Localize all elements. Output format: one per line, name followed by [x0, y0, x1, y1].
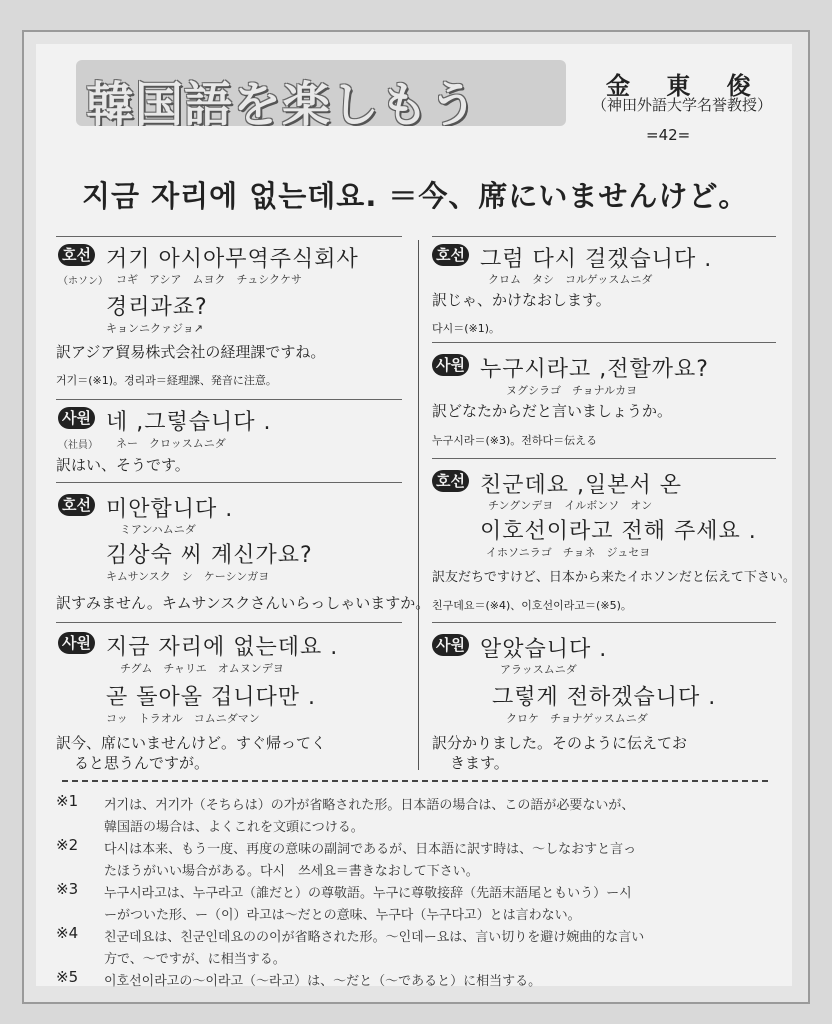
- footnote-text: ーがついた形、ー（이）라고は～だとの意味、누구다（누구다고）とは言わない。: [104, 908, 581, 923]
- translation-line: 訳すみません。キムサンスクさんいらっしゃいますか。: [56, 594, 431, 612]
- reading-line: アラッスムニダ: [500, 663, 577, 676]
- translation-line: 訳じゃ、かけなおします。: [432, 291, 611, 309]
- footnote-text: 누구시라고は、누구라고（誰だと）の尊敬語。누구に尊敬接辞（先語末語尾ともいう）ー시: [104, 886, 632, 901]
- reading-line: クロム タシ コルゲッスムニダ: [488, 273, 653, 286]
- note-line: 다시＝(※1)。: [432, 322, 501, 335]
- translation-line: 訳アジア貿易株式会社の経理課ですね。: [56, 343, 326, 361]
- speaker-badge-hoson: 호선: [432, 470, 469, 492]
- speaker-badge-sawon: 사원: [58, 407, 95, 429]
- speaker-badge-sawon: 사원: [432, 354, 469, 376]
- title-logo: [76, 60, 566, 126]
- reading-line: ミアンハムニダ: [120, 523, 196, 536]
- footnote-text: 다시は本来、もう一度、再度の意味の副詞であるが、日本語に訳す時は、～しなおすと言っ: [104, 842, 637, 857]
- column-divider: [418, 240, 419, 770]
- reading-line: チングンデヨ イルボンソ オン: [488, 499, 653, 512]
- korean-line: 곧 돌아올 겁니다만 .: [106, 685, 316, 710]
- korean-line: 누구시라고 ,전할까요?: [480, 357, 709, 382]
- korean-line: 경리과죠?: [106, 295, 208, 320]
- note-line: 친구데요＝(※4)、이호선이라고＝(※5)。: [432, 599, 632, 612]
- note-line: 거기＝(※1)。경리과＝経理課、発音に注意。: [56, 374, 277, 387]
- footnote-mark: ※5: [56, 968, 79, 986]
- korean-line: 그렇게 전하겠습니다 .: [492, 685, 717, 710]
- rule: [432, 236, 776, 237]
- korean-line: 지금 자리에 없는데요 .: [106, 635, 339, 660]
- footnote-text: 韓国語の場合は、よくこれを文頭につける。: [104, 820, 364, 835]
- reading-line: コッ トラオル コムニダマン: [106, 712, 260, 725]
- translation-line: 訳はい、そうです。: [56, 456, 190, 474]
- korean-line: 네 ,그렇습니다 .: [106, 410, 272, 435]
- headline: 지금 자리에 없는데요. ＝今、席にいませんけど。: [82, 179, 749, 213]
- korean-line: 이호선이라고 전해 주세요 .: [480, 519, 757, 544]
- issue-number: =42=: [646, 126, 691, 144]
- footnote-text: 거기は、거기가（そちらは）の가が省略された形。日本語の場合は、この語が必要ないが、: [104, 798, 635, 813]
- reading-line: コギ アシア ムヨク チュシクケサ: [116, 273, 303, 286]
- rule: [56, 399, 402, 400]
- translation-line: ると思うんですが。: [74, 754, 210, 772]
- reading-line: キムサンスク シ ケーシンガヨ: [106, 570, 270, 583]
- reading-line: イホソニラゴ チョネ ジュセヨ: [486, 546, 651, 559]
- translation-line: 訳今、席にいませんけど。すぐ帰ってく: [56, 734, 327, 752]
- footnote-mark: ※2: [56, 836, 79, 854]
- reading-line: クロケ チョナゲッスムニダ: [506, 712, 648, 725]
- footnote-text: 方で、～ですが、に相当する。: [104, 952, 286, 967]
- korean-line: 그럼 다시 걸겠습니다 .: [480, 247, 713, 272]
- footnote-text: 친군데요は、친군인데요のの이が省略された形。～인데ー요は、言い切りを避け婉曲的な言い: [104, 930, 645, 945]
- translation-line: 訳友だちですけど、日本から来たイホソンだと伝えて下さい。: [432, 570, 796, 585]
- title-text: 韓国語を楽しもう: [86, 77, 479, 126]
- note-line: 누구시라＝(※3)。전하다＝伝える: [432, 434, 598, 447]
- korean-line: 거기 아시아무역주식회사: [106, 247, 359, 272]
- translation-line: 訳どなたからだと言いましょうか。: [432, 402, 673, 420]
- rule: [56, 236, 402, 237]
- rule: [432, 342, 776, 343]
- speaker-role: （社員）: [58, 440, 98, 451]
- korean-line: 미안합니다 .: [106, 497, 234, 522]
- rule: [432, 458, 776, 459]
- reading-line: キョンニクァジョ↗: [106, 322, 203, 335]
- rule: [432, 622, 776, 623]
- reading-line: ネー クロッスムニダ: [116, 437, 226, 450]
- speaker-badge-hoson: 호선: [58, 244, 95, 266]
- author-name: 金 東 俊: [606, 72, 765, 100]
- speaker-badge-hoson: 호선: [432, 244, 469, 266]
- translation-line: きます。: [450, 754, 509, 772]
- footnote-text: 이호선이라고の～이라고（～라고）は、～だと（～であると）に相当する。: [104, 974, 542, 989]
- korean-line: 김상숙 씨 계신가요?: [106, 543, 313, 568]
- speaker-badge-sawon: 사원: [432, 634, 469, 656]
- korean-line: 알았습니다 .: [480, 637, 608, 662]
- reading-line: チグム チャリエ オムヌンデヨ: [120, 662, 284, 675]
- translation-line: 訳分かりました。そのように伝えてお: [432, 734, 688, 752]
- footnote-mark: ※3: [56, 880, 79, 898]
- speaker-badge-sawon: 사원: [58, 632, 95, 654]
- footnote-mark: ※1: [56, 792, 79, 810]
- footnote-mark: ※4: [56, 924, 79, 942]
- author-affiliation: （神田外語大学名誉教授）: [592, 96, 773, 114]
- article-panel: [36, 44, 796, 989]
- speaker-role: （ホソン）: [58, 276, 108, 287]
- footnote-separator: [62, 780, 768, 782]
- korean-line: 친군데요 ,일본서 온: [480, 473, 682, 498]
- speaker-badge-hoson: 호선: [58, 494, 95, 516]
- reading-line: ヌグシラゴ チョナルカヨ: [506, 384, 638, 397]
- rule: [56, 482, 402, 483]
- footnote-text: たほうがいい場合がある。다시 쓰세요＝書きなおして下さい。: [104, 864, 479, 879]
- rule: [56, 622, 402, 623]
